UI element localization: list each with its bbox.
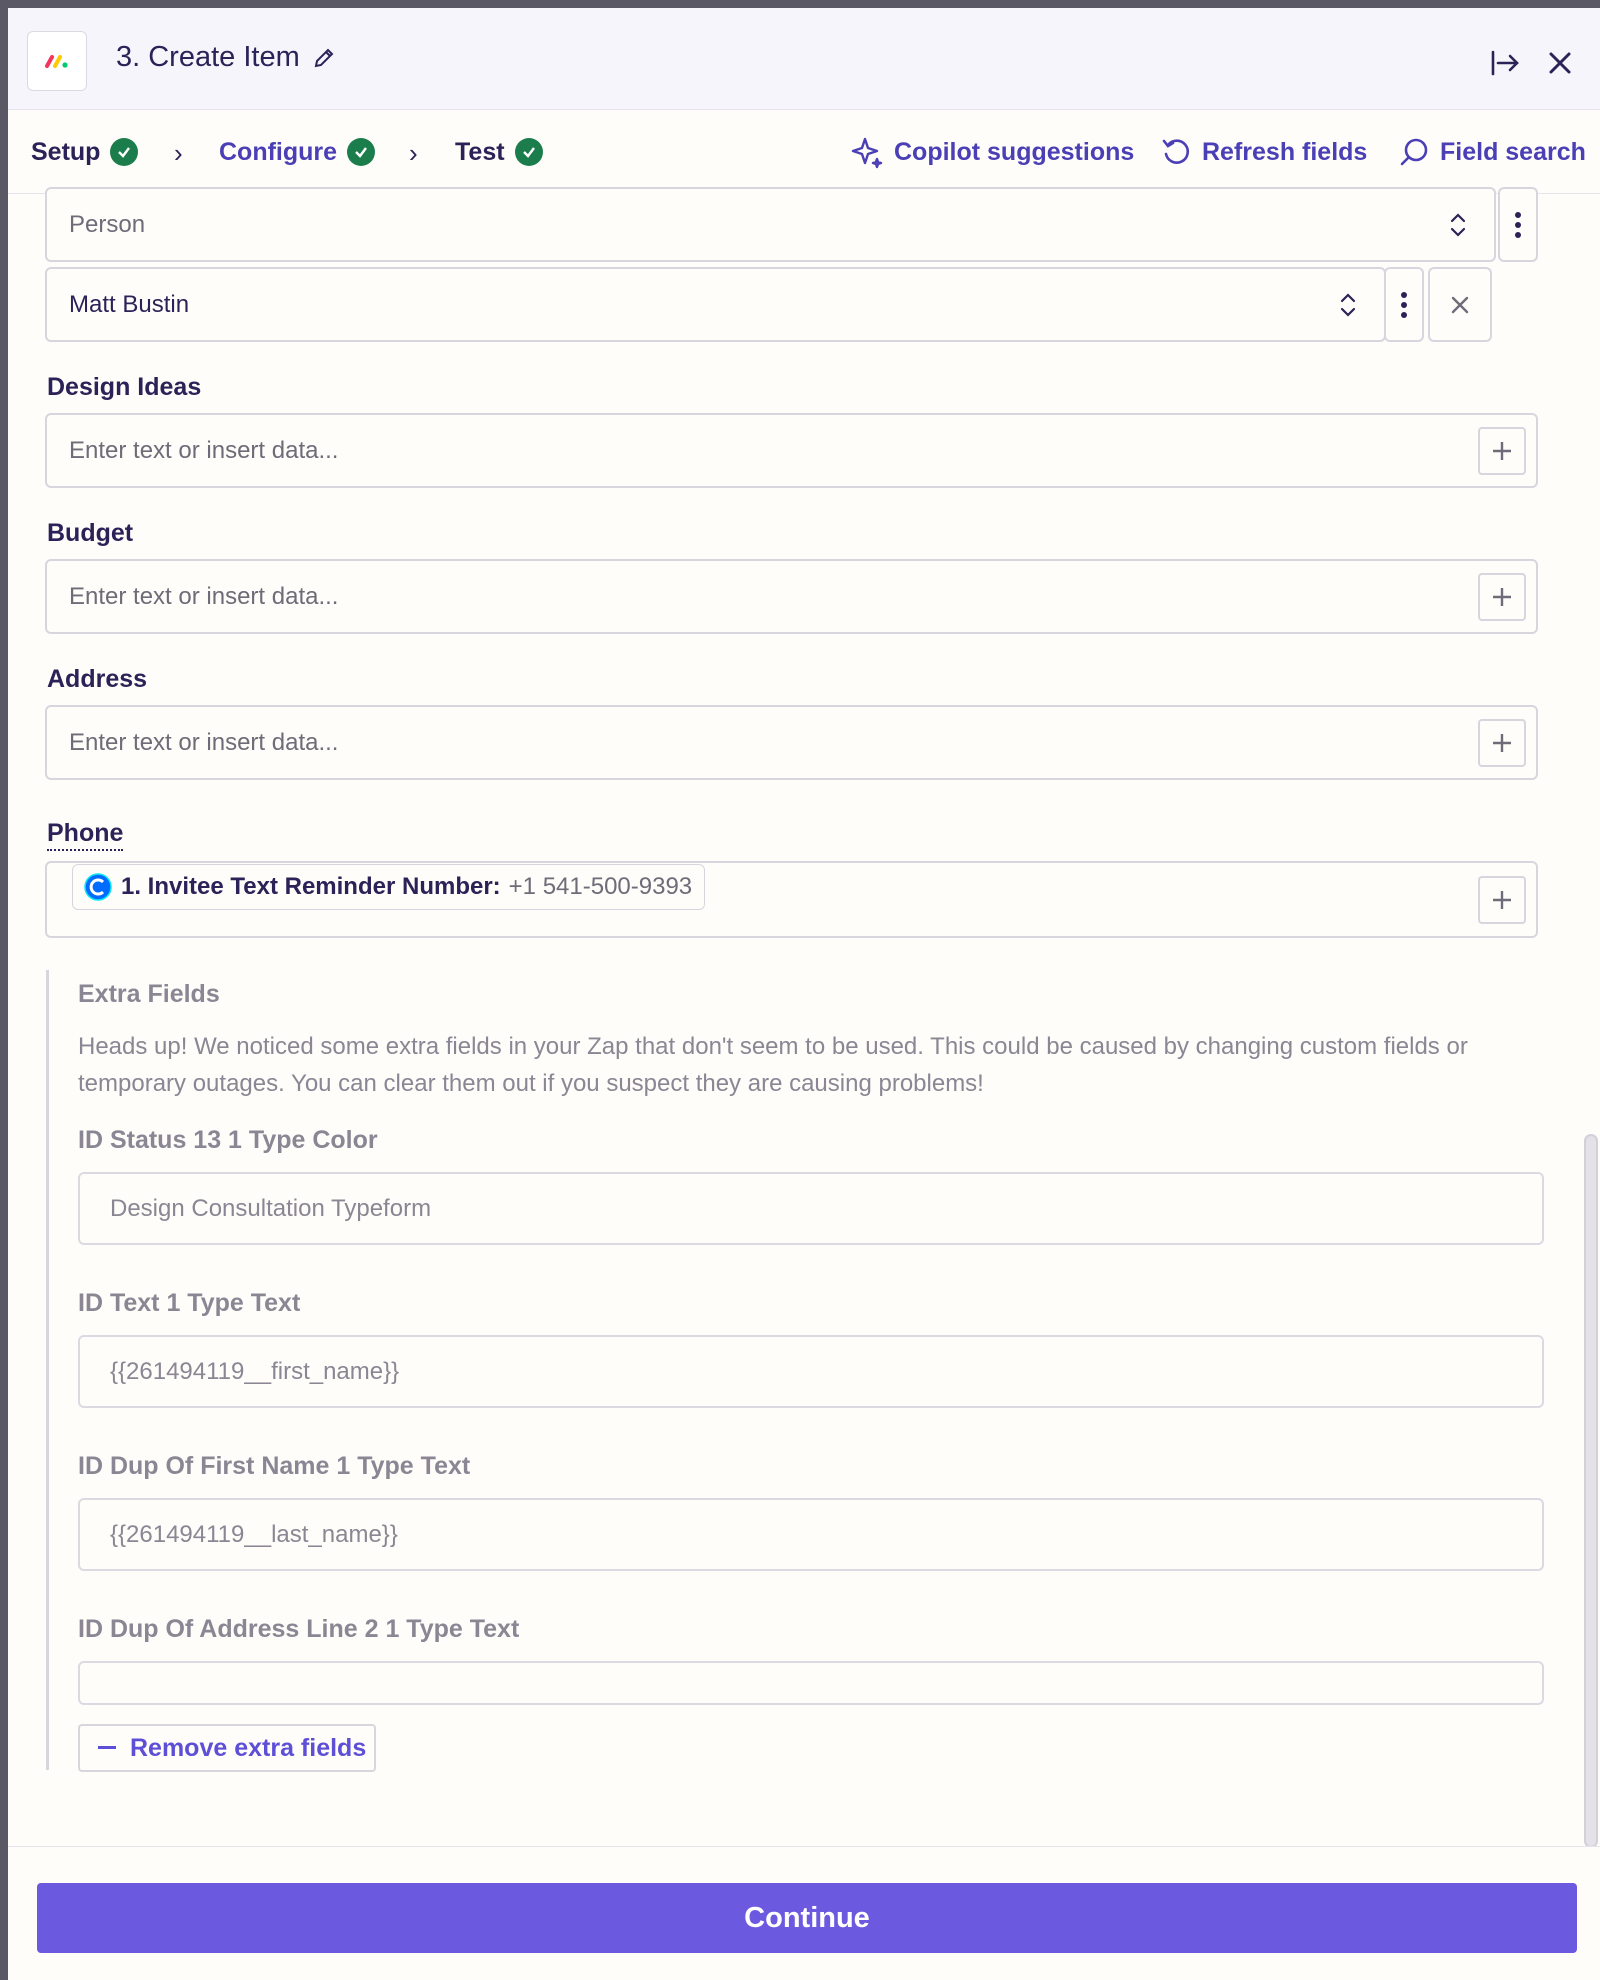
chevron-right-icon: ›	[174, 138, 183, 168]
search-icon	[1398, 136, 1430, 168]
design-ideas-placeholder: Enter text or insert data...	[69, 436, 339, 464]
budget-label: Budget	[47, 519, 134, 547]
step-title-text: 3. Create Item	[116, 41, 300, 73]
chevron-right-icon: ›	[409, 138, 418, 168]
plus-icon	[1491, 889, 1513, 911]
extra-field-input[interactable]	[78, 1498, 1544, 1571]
select-arrows-icon	[1338, 290, 1358, 320]
tab-setup-label: Setup	[31, 137, 101, 166]
extra-field-value: {{261494119__first_name}}	[110, 1357, 400, 1385]
person-type-select[interactable]	[45, 187, 1496, 262]
panel-footer	[8, 1846, 1600, 1980]
continue-button[interactable]	[37, 1883, 1577, 1953]
close-icon[interactable]	[1543, 46, 1577, 80]
monday-logo-icon	[27, 31, 87, 91]
more-vertical-icon	[1514, 211, 1522, 239]
insert-data-button[interactable]	[1478, 719, 1526, 767]
copilot-suggestions-button[interactable]	[850, 110, 1134, 194]
step-tabs	[8, 110, 1600, 194]
extra-field-input[interactable]	[78, 1661, 1544, 1705]
insert-data-button[interactable]	[1478, 573, 1526, 621]
scrollbar-thumb[interactable]	[1584, 1134, 1598, 1848]
extra-field-input[interactable]	[78, 1172, 1544, 1245]
extra-field-value: Design Consultation Typeform	[110, 1194, 432, 1222]
extra-field-value: {{261494119__last_name}}	[110, 1520, 398, 1548]
chip-value: +1 541-500-9393	[508, 873, 693, 900]
edit-pencil-icon[interactable]	[312, 46, 336, 70]
tab-configure-label: Configure	[219, 137, 338, 166]
calendly-logo-icon	[83, 872, 113, 902]
clear-person-button[interactable]	[1428, 267, 1492, 342]
tab-test[interactable]	[455, 110, 543, 194]
insert-data-button[interactable]	[1478, 427, 1526, 475]
extra-field-input[interactable]	[78, 1335, 1544, 1408]
mapped-data-chip[interactable]	[72, 864, 705, 910]
design-ideas-input[interactable]	[45, 413, 1538, 488]
check-circle-icon	[110, 138, 138, 166]
person-type-value: Person	[69, 210, 146, 238]
check-circle-icon	[515, 138, 543, 166]
insert-data-button[interactable]	[1478, 876, 1526, 924]
plus-icon	[1491, 440, 1513, 462]
copilot-suggestions-label: Copilot suggestions	[894, 137, 1135, 166]
more-options-button[interactable]	[1498, 187, 1538, 262]
plus-icon	[1491, 732, 1513, 754]
collapse-panel-icon[interactable]	[1488, 46, 1522, 80]
field-search-button[interactable]	[1398, 110, 1586, 194]
extra-fields-notice: Heads up! We noticed some extra fields in your Zap that don't seem to be used. This could be caused by changing custom fields or temporary outages. You can clear them out if you suspect they are causing problems!	[78, 1033, 1468, 1097]
extra-field-label: ID Dup Of Address Line 2 1 Type Text	[78, 1615, 520, 1643]
close-icon	[1449, 294, 1471, 316]
tab-configure[interactable]	[219, 110, 375, 194]
address-label: Address	[47, 665, 148, 693]
refresh-icon	[1160, 136, 1192, 168]
select-arrows-icon	[1448, 210, 1468, 240]
refresh-fields-button[interactable]	[1160, 110, 1367, 194]
continue-label: Continue	[744, 1901, 870, 1934]
more-vertical-icon	[1400, 291, 1408, 319]
extra-fields-heading: Extra Fields	[78, 980, 220, 1008]
person-selected-value: Matt Bustin	[69, 290, 190, 318]
plus-icon	[1491, 586, 1513, 608]
field-search-label: Field search	[1440, 137, 1586, 166]
address-input[interactable]	[45, 705, 1538, 780]
tab-test-label: Test	[455, 137, 505, 166]
check-circle-icon	[347, 138, 375, 166]
remove-extra-fields-button[interactable]	[78, 1724, 376, 1772]
more-options-button[interactable]	[1384, 267, 1424, 342]
extra-fields-section	[46, 970, 1572, 1770]
tab-setup[interactable]	[31, 110, 138, 194]
remove-extra-fields-label: Remove extra fields	[130, 1733, 367, 1762]
extra-field-label: ID Status 13 1 Type Color	[78, 1126, 378, 1154]
extra-field-label: ID Dup Of First Name 1 Type Text	[78, 1452, 471, 1480]
sparkle-icon	[850, 135, 884, 169]
step-title	[116, 41, 336, 74]
panel-header	[8, 8, 1600, 110]
refresh-fields-label: Refresh fields	[1202, 137, 1368, 166]
minus-icon	[98, 1746, 116, 1750]
phone-label[interactable]: Phone	[47, 819, 123, 851]
budget-input[interactable]	[45, 559, 1538, 634]
person-select[interactable]	[45, 267, 1386, 342]
extra-field-label: ID Text 1 Type Text	[78, 1289, 301, 1317]
design-ideas-label: Design Ideas	[47, 373, 202, 401]
chip-label: 1. Invitee Text Reminder Number:	[121, 873, 501, 900]
address-placeholder: Enter text or insert data...	[69, 728, 339, 756]
step-panel	[8, 8, 1600, 1980]
budget-placeholder: Enter text or insert data...	[69, 582, 339, 610]
